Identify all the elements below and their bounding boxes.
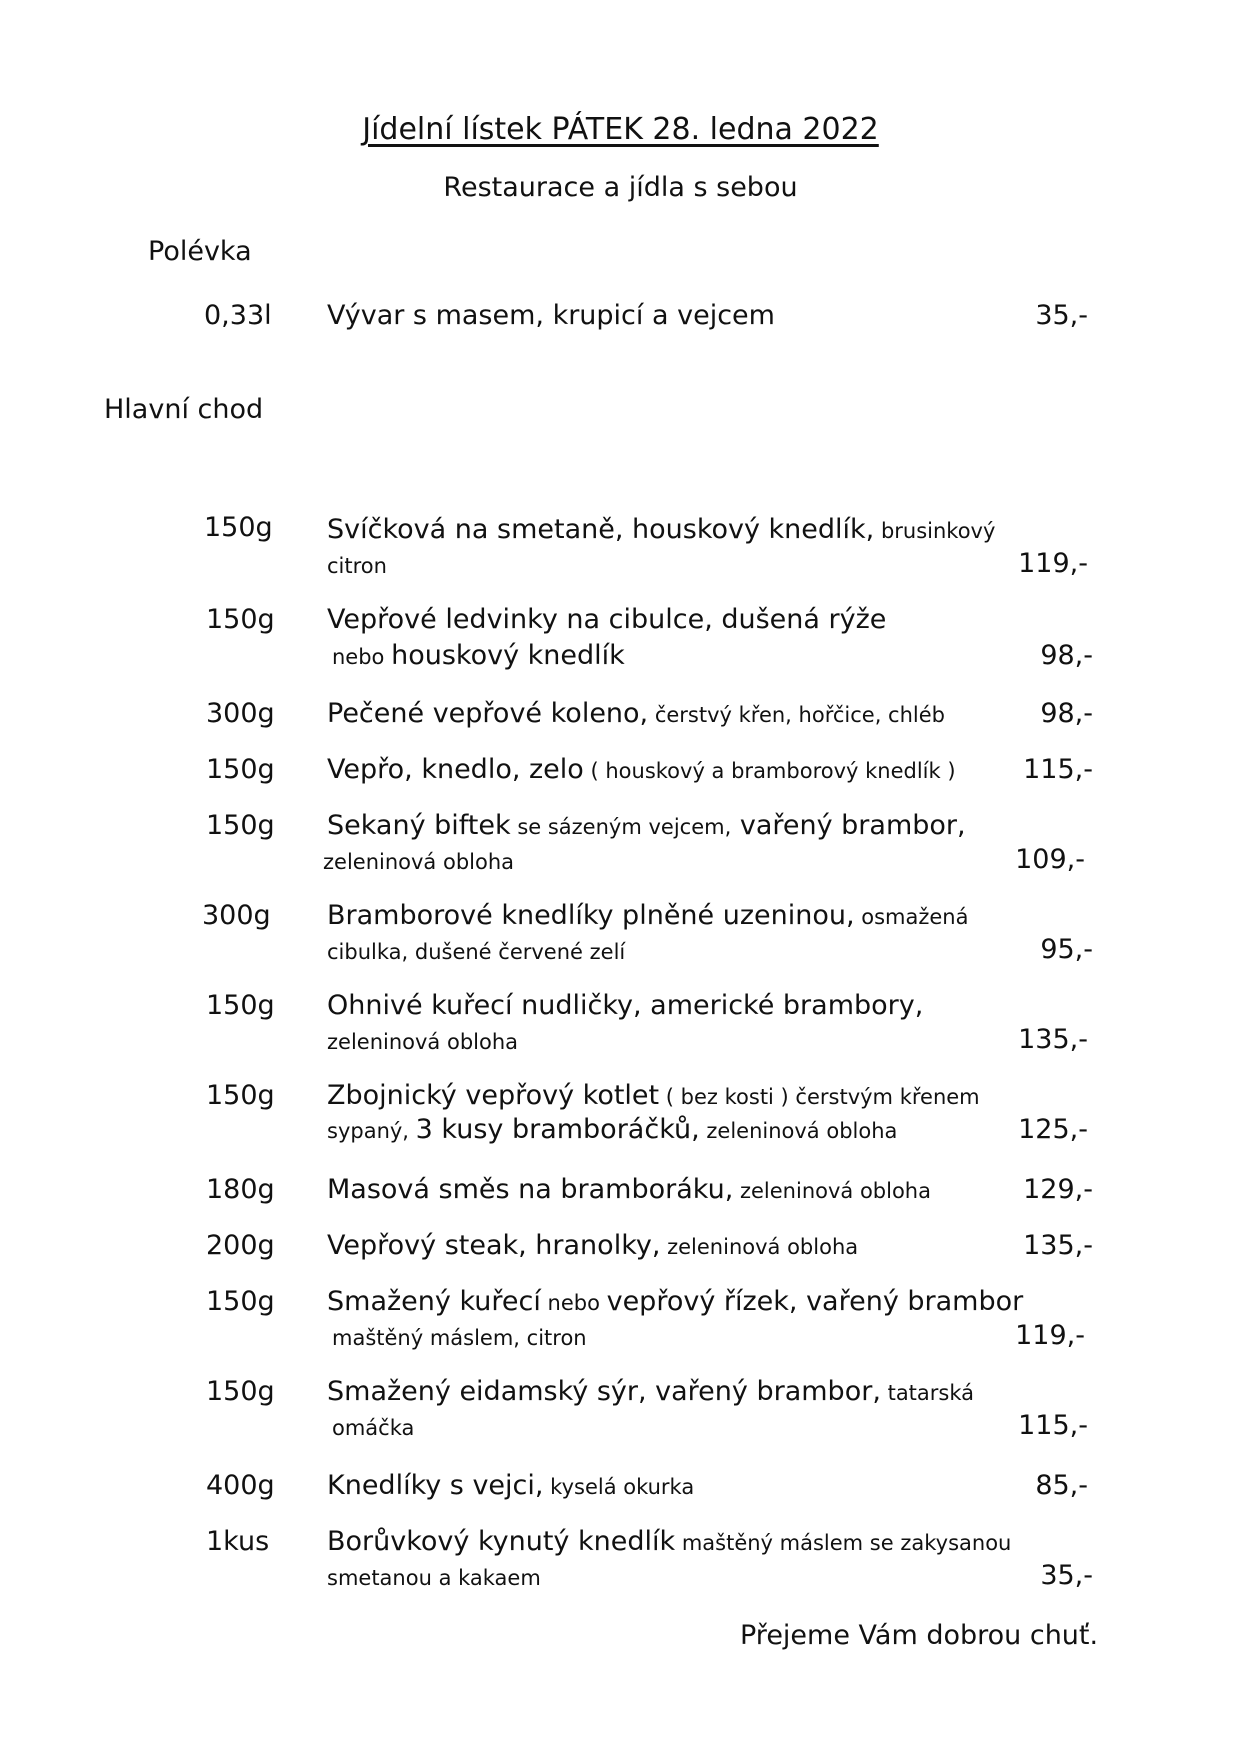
menu-subtitle: Restaurace a jídla s sebou xyxy=(443,172,798,203)
item-weight: 150g xyxy=(206,1286,275,1317)
item-line1: Masová směs na bramboráku, zeleninová obloha xyxy=(327,1174,931,1205)
item-weight: 300g xyxy=(206,698,275,729)
item-price: 129,- xyxy=(1023,1174,1093,1205)
item-weight: 150g xyxy=(206,990,275,1021)
item-weight: 1kus xyxy=(206,1526,270,1557)
item-price: 115,- xyxy=(1018,1410,1088,1441)
soup-price: 35,- xyxy=(1035,300,1088,331)
item-line2: maštěný máslem, citron xyxy=(332,1326,587,1350)
item-line1: Pečené vepřové koleno, čerstvý křen, hořčice, chléb xyxy=(327,698,946,729)
closing-wish: Přejeme Vám dobrou chuť. xyxy=(740,1620,1099,1651)
item-price: 119,- xyxy=(1018,548,1088,579)
item-price: 95,- xyxy=(1040,934,1093,965)
item-line1: Sekaný biftek se sázeným vejcem, vařený brambor, xyxy=(327,810,966,841)
item-weight: 300g xyxy=(202,900,271,931)
item-weight: 150g xyxy=(206,754,275,785)
item-line1: Knedlíky s vejci, kyselá okurka xyxy=(327,1470,695,1501)
soup-name: Vývar s masem, krupicí a vejcem xyxy=(327,300,775,331)
item-line2: smetanou a kakaem xyxy=(327,1566,541,1590)
item-price: 125,- xyxy=(1018,1114,1088,1145)
item-weight: 150g xyxy=(206,1376,275,1407)
item-weight: 200g xyxy=(206,1230,275,1261)
item-weight: 400g xyxy=(206,1470,275,1501)
item-price: 135,- xyxy=(1023,1230,1093,1261)
item-weight: 150g xyxy=(206,604,275,635)
item-line2: omáčka xyxy=(332,1416,415,1440)
item-weight: 150g xyxy=(204,512,273,543)
item-line2: citron xyxy=(327,554,387,578)
item-line2: nebo houskový knedlík xyxy=(332,640,625,671)
soup-heading: Polévka xyxy=(148,236,252,267)
item-line2: sypaný, 3 kusy bramboráčků, zeleninová obloha xyxy=(327,1114,898,1145)
soup-weight: 0,33l xyxy=(204,300,272,331)
item-price: 85,- xyxy=(1035,1470,1088,1501)
main-heading: Hlavní chod xyxy=(104,394,264,425)
item-line1: Borůvkový kynutý knedlík maštěný máslem se zakysanou xyxy=(327,1526,1012,1557)
item-line1: Vepřové ledvinky na cibulce, dušená rýže xyxy=(327,604,887,635)
menu-title: Jídelní lístek PÁTEK 28. ledna 2022 xyxy=(362,112,879,147)
item-line1: Svíčková na smetaně, houskový knedlík, brusinkový xyxy=(327,514,996,545)
item-line1: Zbojnický vepřový kotlet ( bez kosti ) čerstvým křenem xyxy=(327,1080,980,1111)
item-line2: cibulka, dušené červené zelí xyxy=(327,940,626,964)
item-line2: zeleninová obloha xyxy=(323,850,515,874)
item-line1: Smažený eidamský sýr, vařený brambor, tatarská xyxy=(327,1376,975,1407)
item-weight: 150g xyxy=(206,810,275,841)
item-line1: Vepřový steak, hranolky, zeleninová obloha xyxy=(327,1230,859,1261)
item-price: 115,- xyxy=(1023,754,1093,785)
item-line1: Smažený kuřecí nebo vepřový řízek, vařený brambor xyxy=(327,1286,1024,1317)
item-line1: Vepřo, knedlo, zelo ( houskový a bramborový knedlík ) xyxy=(327,754,956,785)
item-price: 109,- xyxy=(1015,844,1085,875)
item-line2: zeleninová obloha xyxy=(327,1030,519,1054)
item-line1: Bramborové knedlíky plněné uzeninou, osmažená xyxy=(327,900,969,931)
item-weight: 180g xyxy=(206,1174,275,1205)
item-price: 135,- xyxy=(1018,1024,1088,1055)
item-price: 35,- xyxy=(1040,1560,1093,1591)
item-price: 119,- xyxy=(1015,1320,1085,1351)
item-weight: 150g xyxy=(206,1080,275,1111)
item-price: 98,- xyxy=(1040,640,1093,671)
item-line1: Ohnivé kuřecí nudličky, americké brambory, xyxy=(327,990,924,1021)
item-price: 98,- xyxy=(1040,698,1093,729)
